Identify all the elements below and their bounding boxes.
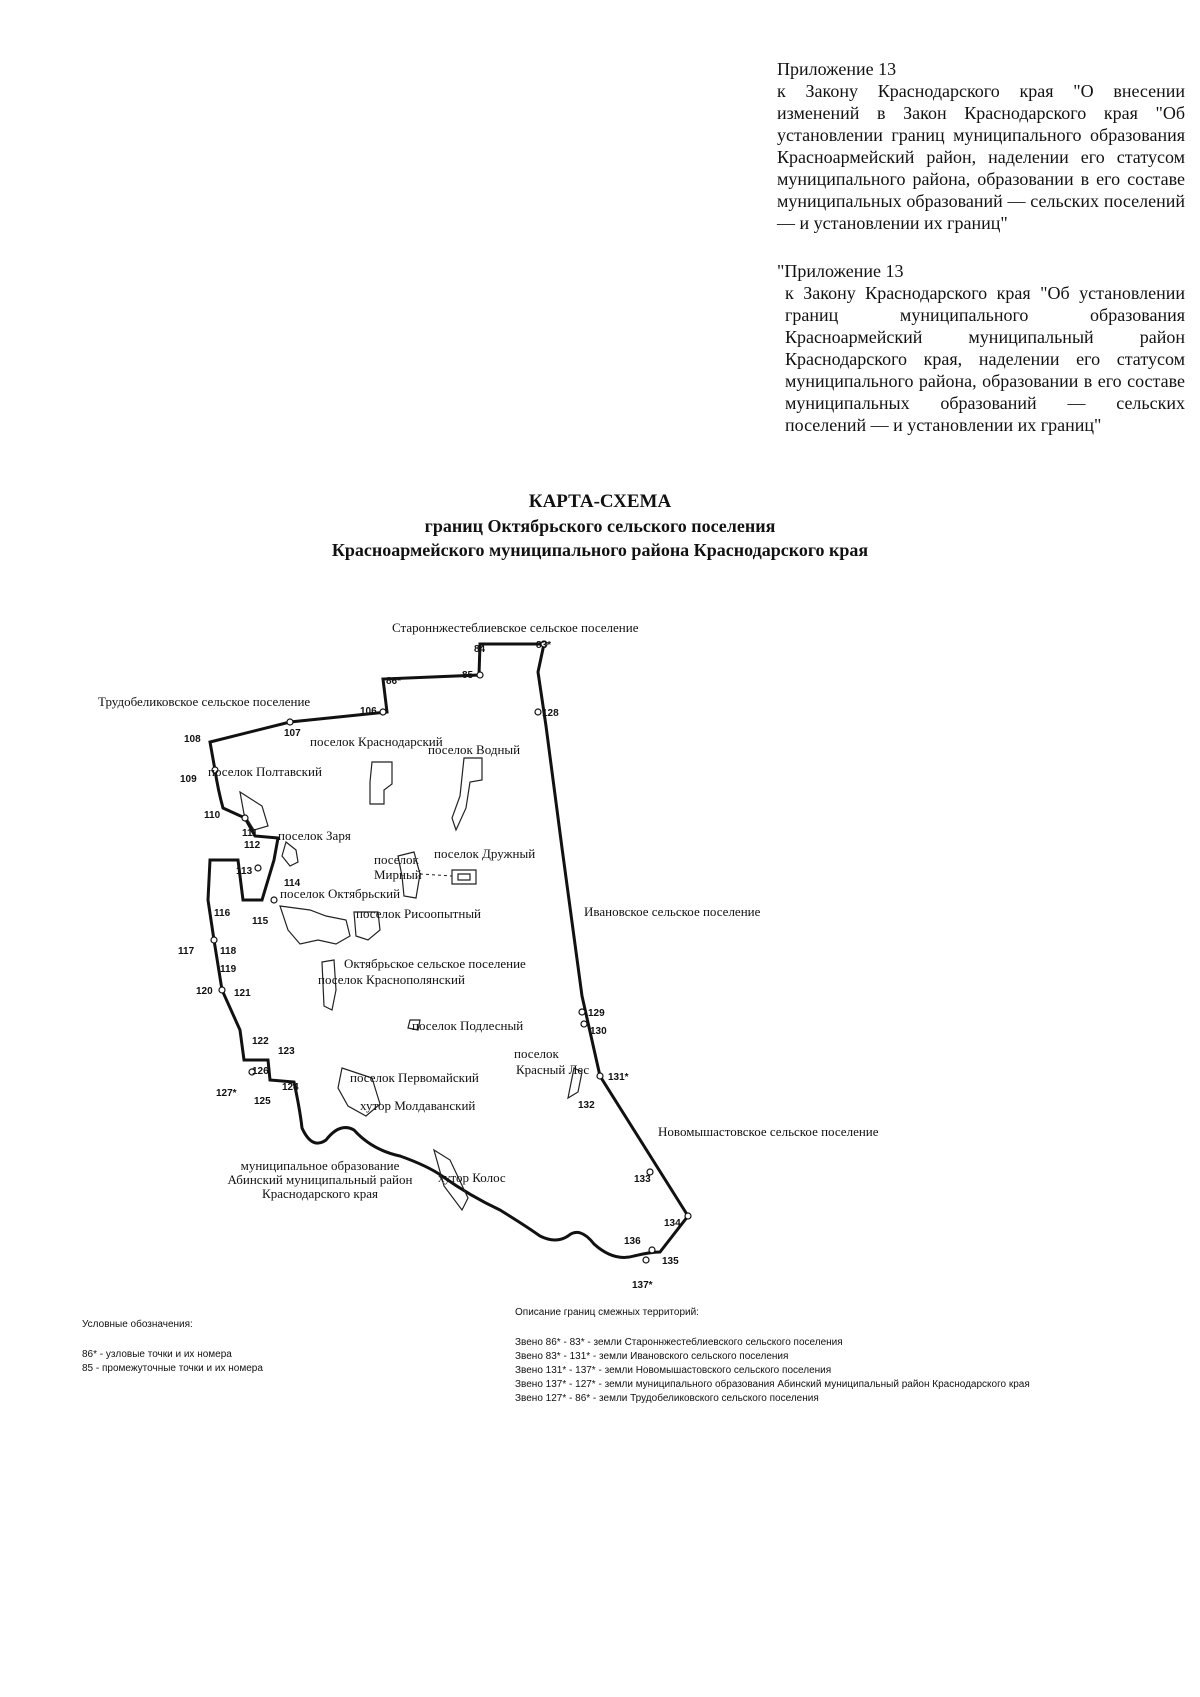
point-label-133: 133 [634, 1174, 651, 1185]
locality-label-vodny: поселок Водный [428, 742, 521, 757]
boundary-description-item: Звено 83* - 131* - земли Ивановского сельского поселения [515, 1351, 789, 1362]
locality-label-druzhny: поселок Дружный [434, 846, 536, 861]
point-marker-117 [211, 937, 217, 943]
locality-label-pervomaisky: поселок Первомайский [350, 1070, 479, 1085]
title-line-3: Красноармейского муниципального района Краснодарского края [331, 540, 869, 560]
locality-label-krasny-les-1: поселок [514, 1046, 559, 1061]
point-label-83: 83* [536, 640, 552, 651]
point-label-115: 115 [252, 916, 269, 927]
point-marker-113 [255, 865, 261, 871]
point-label-109: 109 [180, 774, 197, 785]
neighbor-northwest-label: Трудобеликовское сельское поселение [98, 694, 311, 709]
point-label-85: 85 [462, 670, 474, 681]
appendix-title: "Приложение 13 [777, 261, 904, 281]
point-marker-130 [581, 1021, 587, 1027]
settlement-name-label: Октябрьское сельское поселение [344, 956, 526, 971]
boundary-description-item: Звено 127* - 86* - земли Трудобеликовского сельского поселения [515, 1393, 819, 1404]
legend-title: Условные обозначения: [82, 1319, 193, 1330]
point-label-136: 136 [624, 1236, 641, 1247]
point-marker-85 [477, 672, 483, 678]
point-label-111: 111 [242, 828, 258, 839]
point-marker-121 [219, 987, 225, 993]
title-line-2: границ Октябрьского сельского поселения [424, 516, 776, 536]
point-marker-137 [643, 1257, 649, 1263]
legend-item: 85 - промежуточные точки и их номера [82, 1363, 263, 1374]
map-legend [82, 1318, 263, 1376]
point-label-121: 121 [234, 988, 251, 999]
appendix-body: к Закону Краснодарского края "Об установлении границ муниципального образования Красноармейский муниципальный район Краснодарского края, наделении его статусом муниципального района, образовании в его составе муниципальных образований — сельских поселений — и установлении их границ" [785, 283, 1185, 435]
locality-label-krasnopolyansky: поселок Краснополянский [318, 972, 465, 987]
locality-label-mirny-2: Мирный [374, 867, 422, 882]
locality-label-zarya: поселок Заря [278, 828, 351, 843]
point-label-119: 119 [220, 964, 237, 975]
locality-label-krasnodarsky: поселок Краснодарский [310, 734, 443, 749]
point-label-112: 112 [244, 840, 261, 851]
neighbor-south-label-2: Абинский муниципальный район [227, 1172, 413, 1187]
point-marker-134 [685, 1213, 691, 1219]
boundary-description-item: Звено 137* - 127* - земли муниципального образования Абинский муниципальный район Краснодарского края [515, 1379, 1030, 1390]
point-label-117: 117 [178, 946, 195, 957]
locality-shape-poltavsky [240, 792, 268, 830]
point-label-132: 132 [578, 1100, 595, 1111]
locality-label-poltavsky: поселок Полтавский [208, 764, 322, 779]
locality-label-oktyabrsky: поселок Октябрьский [280, 886, 401, 901]
point-label-137: 137* [632, 1280, 653, 1291]
point-label-127: 127* [216, 1088, 237, 1099]
title-line-1: КАРТА-СХЕМА [528, 491, 672, 512]
locality-shape-druzhny [452, 870, 476, 884]
locality-shape-krasnodarsky [370, 762, 392, 804]
neighbor-east-label: Ивановское сельское поселение [584, 904, 761, 919]
point-label-123: 123 [278, 1046, 295, 1057]
point-label-106: 106 [360, 706, 377, 717]
locality-label-podlesny: поселок Подлесный [412, 1018, 524, 1033]
point-label-113: 113 [236, 866, 253, 877]
locality-shape-vodny [452, 758, 482, 830]
locality-label-risoopytny: поселок Рисоопытный [356, 906, 482, 921]
point-label-129: 129 [588, 1008, 605, 1019]
point-label-124: 124 [282, 1082, 299, 1093]
boundary-description-item: Звено 131* - 137* - земли Новомышастовского сельского поселения [515, 1365, 832, 1376]
point-marker-106 [380, 709, 386, 715]
legend-item: 86* - узловые точки и их номера [82, 1349, 232, 1360]
locality-label-krasny-les-2: Красный Лес [516, 1062, 590, 1077]
point-label-120: 120 [196, 986, 213, 997]
point-marker-111 [242, 815, 248, 821]
point-marker-129 [579, 1009, 585, 1015]
neighbor-south-label-1: муниципальное образование [240, 1158, 400, 1173]
appendix-body: к Закону Краснодарского края "О внесении изменений в Закон Краснодарского края "Об установлении границ муниципального образования Красноармейский район, наделении его статусом муниципального района, образовании в его составе муниципальных образований — сельских поселений — и установлении их границ" [777, 81, 1185, 233]
locality-label-moldavansky: хутор Молдаванский [360, 1098, 476, 1113]
point-label-108: 108 [184, 734, 201, 745]
appendix-title: Приложение 13 [777, 59, 897, 79]
point-label-128: 128 [542, 708, 559, 719]
neighbor-south-label-3: Краснодарского края [262, 1186, 378, 1201]
boundary-description-title: Описание границ смежных территорий: [515, 1307, 699, 1318]
point-label-84: 84 [474, 644, 486, 655]
locality-shape-zarya [282, 842, 298, 866]
locality-label-mirny-1: поселок [374, 852, 419, 867]
point-label-126: 126 [252, 1066, 269, 1077]
locality-shape-oktyabrsky [280, 906, 350, 944]
neighbor-north-label: Староннжестеблиевское сельское поселение [392, 620, 639, 635]
point-label-125: 125 [254, 1096, 271, 1107]
point-marker-131 [597, 1073, 603, 1079]
boundary-description-item: Звено 86* - 83* - земли Староннжестеблиевского сельского поселения [515, 1337, 843, 1348]
point-label-107: 107 [284, 728, 301, 739]
point-label-134: 134 [664, 1218, 681, 1229]
neighbor-southeast-label: Новомышастовское сельское поселение [658, 1124, 879, 1139]
locality-label-kolos: хутор Колос [438, 1170, 506, 1185]
point-label-122: 122 [252, 1036, 269, 1047]
point-marker-115 [271, 897, 277, 903]
point-label-86: 86* [386, 676, 402, 687]
point-marker-135 [649, 1247, 655, 1253]
locality-link-mirny-druzhny [420, 874, 452, 876]
point-label-131: 131* [608, 1072, 629, 1083]
point-marker-107 [287, 719, 293, 725]
point-label-110: 110 [204, 810, 221, 821]
point-label-116: 116 [214, 908, 231, 919]
point-marker-128 [535, 709, 541, 715]
boundary-description [515, 1306, 1030, 1406]
point-label-135: 135 [662, 1256, 679, 1267]
point-label-114: 114 [284, 878, 301, 889]
point-label-130: 130 [590, 1026, 607, 1037]
point-label-118: 118 [220, 946, 237, 957]
